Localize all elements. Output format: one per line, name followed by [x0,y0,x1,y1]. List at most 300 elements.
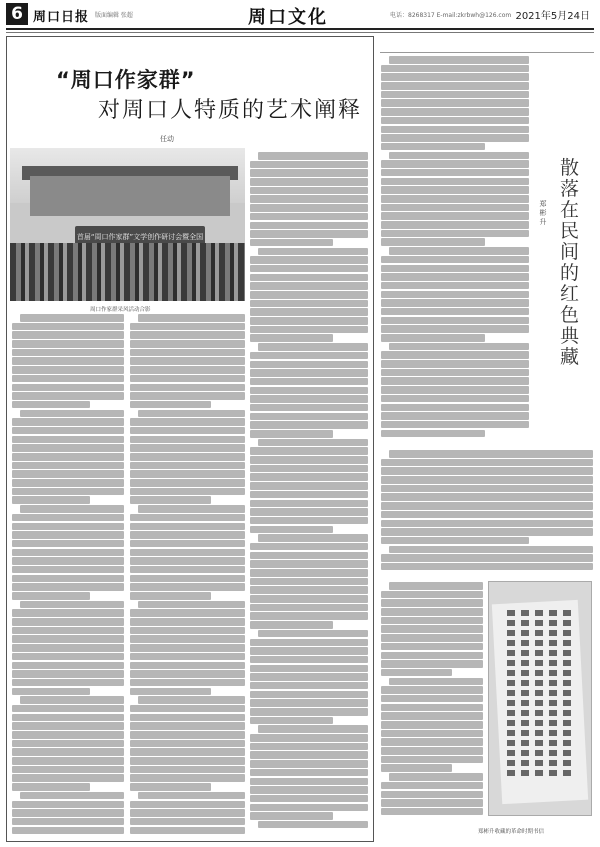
text-line [130,384,245,392]
text-line [130,488,245,496]
text-line [258,534,368,542]
text-line [381,99,529,107]
text-line [130,514,245,522]
editor-credit: 版面编辑 张超 [95,12,133,19]
text-line [250,169,368,177]
text-line [381,291,529,299]
text-line [250,699,368,707]
header-rule-thin [6,32,594,33]
text-line [130,722,245,730]
text-line [12,531,124,539]
right-article-rule [380,52,594,53]
text-line [381,747,483,755]
text-line [250,786,368,794]
text-line [130,662,245,670]
text-line [250,334,333,342]
text-line [381,756,483,764]
text-line [258,248,368,256]
text-line [381,317,529,325]
text-line [381,730,483,738]
text-line [20,410,124,418]
text-line [12,453,124,461]
text-line [12,323,124,331]
text-line [381,704,483,712]
text-line [381,738,483,746]
text-line [381,467,593,475]
right-article-title: 散落在民间的红色典藏 [560,157,580,368]
text-line [250,456,368,464]
text-line [381,634,483,642]
text-line [250,526,333,534]
text-line [130,549,245,557]
text-line [12,488,124,496]
text-line [250,361,368,369]
text-line [20,505,124,513]
text-line [130,801,245,809]
text-line [381,421,529,429]
text-line [250,682,368,690]
text-line [12,496,90,504]
text-line [381,91,529,99]
text-line [250,812,333,820]
text-line [130,557,245,565]
text-line [12,618,124,626]
text-line [381,65,529,73]
text-line [130,479,245,487]
left-body-col3 [250,152,368,836]
text-line [250,552,368,560]
text-line [381,212,529,220]
text-line [130,357,245,365]
text-line [130,462,245,470]
text-line [381,160,529,168]
text-line [381,608,483,616]
text-line [381,386,529,394]
text-line [130,635,245,643]
text-line [12,340,124,348]
text-line [130,731,245,739]
text-line [250,300,368,308]
text-line [250,239,333,247]
text-line [389,152,529,160]
text-line [250,187,368,195]
article-kicker: “周口作家群” [56,68,196,92]
text-line [250,665,368,673]
text-line [250,161,368,169]
text-line [12,331,124,339]
text-line [12,809,124,817]
text-line [381,82,529,90]
text-line [381,178,529,186]
section-title: 周口文化 [248,7,328,28]
text-line [389,56,529,64]
text-line [12,514,124,522]
right-body-top [381,56,529,446]
text-line [381,377,529,385]
right-article-author: 郑彬升 [539,200,547,226]
text-line [250,760,368,768]
text-line [381,493,593,501]
text-line [12,705,124,713]
text-line [381,625,483,633]
text-line [12,653,124,661]
text-line [12,688,90,696]
text-line [12,748,124,756]
text-line [130,453,245,461]
text-line [381,808,483,816]
text-line [12,740,124,748]
text-line [250,717,333,725]
text-line [138,696,245,704]
text-line [250,595,368,603]
text-line [130,375,245,383]
text-line [12,670,124,678]
text-line [130,670,245,678]
text-line [258,343,368,351]
text-line [381,721,483,729]
text-line [381,782,483,790]
text-line [381,360,529,368]
text-line [12,436,124,444]
text-line [12,566,124,574]
text-line [389,450,593,458]
text-line [250,317,368,325]
text-line [12,444,124,452]
text-line [381,108,529,116]
text-line [130,757,245,765]
text-line [130,818,245,826]
text-line [250,708,368,716]
text-line [389,546,593,554]
text-line [130,331,245,339]
text-line [12,635,124,643]
text-line [250,673,368,681]
text-line [138,314,245,322]
newspaper-logo: 周口日报 [33,10,90,25]
page-header [0,0,600,30]
left-body-col2 [130,314,245,836]
text-line [381,282,529,290]
text-line [12,609,124,617]
text-line [130,774,245,782]
text-line [250,517,368,525]
text-line [250,639,368,647]
text-line [250,265,368,273]
text-line [381,502,593,510]
text-line [250,473,368,481]
text-line [250,569,368,577]
text-line [130,366,245,374]
text-line [381,764,452,772]
article-headline: 对周口人特质的艺术阐释 [98,98,363,123]
text-line [250,465,368,473]
text-line [12,540,124,548]
text-line [130,679,245,687]
text-line [381,143,485,151]
text-line [250,222,368,230]
text-line [12,479,124,487]
text-line [250,508,368,516]
text-line [250,282,368,290]
text-line [250,691,368,699]
text-line [130,583,245,591]
text-line [381,195,529,203]
text-line [250,204,368,212]
text-line [381,265,529,273]
text-line [250,404,368,412]
text-line [12,662,124,670]
text-line [250,578,368,586]
text-line [130,540,245,548]
text-line [130,575,245,583]
text-line [381,395,529,403]
text-line [130,688,211,696]
text-line [130,470,245,478]
text-line [130,714,245,722]
text-line [12,818,124,826]
text-line [381,430,485,438]
text-line [20,314,124,322]
text-line [130,401,211,409]
text-line [250,352,368,360]
text-line [381,695,483,703]
text-line [250,256,368,264]
text-line [381,669,452,677]
text-line [381,134,529,142]
text-line [12,801,124,809]
text-line [12,349,124,357]
text-line [381,117,529,125]
contact-info: 电话：8268317 E-mail:zkrbwh@126.com [390,12,512,19]
text-line [12,427,124,435]
text-line [381,308,529,316]
text-line [12,679,124,687]
text-line [250,795,368,803]
text-line [250,769,368,777]
text-line [250,195,368,203]
text-line [130,740,245,748]
text-line [250,395,368,403]
text-line [381,511,593,519]
text-line [250,604,368,612]
text-line [381,476,593,484]
text-line [389,582,483,590]
text-line [381,799,483,807]
text-line [381,230,529,238]
text-line [381,537,529,545]
text-line [250,586,368,594]
text-line [250,500,368,508]
text-line [258,821,368,829]
text-line [258,630,368,638]
text-line [138,601,245,609]
text-line [250,447,368,455]
text-line [12,722,124,730]
text-line [381,73,529,81]
text-line [381,273,529,281]
text-line [381,404,529,412]
text-line [12,401,90,409]
text-line [12,783,90,791]
text-line [12,827,124,835]
text-line [250,804,368,812]
text-line [12,384,124,392]
text-line [130,323,245,331]
text-line [250,230,368,238]
text-line [381,238,485,246]
text-line [250,647,368,655]
text-line [381,186,529,194]
text-line [381,617,483,625]
text-line [12,549,124,557]
text-line [12,644,124,652]
text-line [381,299,529,307]
text-line [381,126,529,134]
text-line [130,827,245,835]
text-line [20,792,124,800]
text-line [250,778,368,786]
text-line [250,326,368,334]
text-line [381,369,529,377]
letter-photo [488,581,592,816]
text-line [130,809,245,817]
text-line [250,308,368,316]
text-line [130,748,245,756]
text-line [130,618,245,626]
text-line [381,459,593,467]
text-line [130,566,245,574]
text-line [381,221,529,229]
text-line [130,783,211,791]
text-line [12,592,90,600]
text-line [250,378,368,386]
photo-banner: 首届“周口作家群”文学创作研讨会暨全国 [75,226,205,248]
text-line [130,436,245,444]
text-line [12,375,124,383]
text-line [130,349,245,357]
text-line [381,591,483,599]
text-line [250,274,368,282]
text-line [250,430,333,438]
text-line [138,792,245,800]
text-line [250,612,368,620]
text-line [250,291,368,299]
text-line [12,392,124,400]
text-line [250,213,368,221]
text-line [258,439,368,447]
text-line [381,520,593,528]
text-line [12,583,124,591]
text-line [130,609,245,617]
photo-caption: 周口作家群采风活动合影 [90,307,151,313]
text-line [130,627,245,635]
left-body-col1 [12,314,124,836]
text-line [381,712,483,720]
text-line [130,766,245,774]
text-line [381,643,483,651]
text-line [20,696,124,704]
text-line [250,387,368,395]
text-line [130,496,211,504]
text-line [381,412,529,420]
text-line [250,734,368,742]
text-line [12,575,124,583]
text-line [250,751,368,759]
text-line [12,731,124,739]
text-line [12,714,124,722]
text-line [381,686,483,694]
text-line [12,357,124,365]
text-line [130,418,245,426]
text-line [258,152,368,160]
text-line [12,523,124,531]
text-line [381,599,483,607]
text-line [389,343,529,351]
text-line [381,334,485,342]
text-line [250,421,368,429]
letter-photo-caption: 郑彬升收藏的革命时期书信 [478,829,545,835]
text-line [250,621,333,629]
text-line [250,560,368,568]
text-line [138,505,245,513]
text-line [381,325,529,333]
text-line [130,427,245,435]
text-line [12,757,124,765]
text-line [250,491,368,499]
text-line [130,531,245,539]
text-line [12,470,124,478]
text-line [250,369,368,377]
text-line [250,413,368,421]
issue-date: 2021年5月24日 [515,11,590,22]
text-line [381,791,483,799]
text-line [381,652,483,660]
text-line [381,528,593,536]
text-line [250,543,368,551]
text-line [381,256,529,264]
text-line [130,392,245,400]
text-line [381,554,593,562]
right-body-bottom [381,450,593,578]
text-line [130,340,245,348]
text-line [130,644,245,652]
text-line [12,774,124,782]
text-line [12,557,124,565]
text-line [381,351,529,359]
text-line [381,169,529,177]
text-line [130,705,245,713]
header-rule [6,28,594,30]
text-line [12,418,124,426]
text-line [389,247,529,255]
text-line [389,773,483,781]
article-byline: 任动 [160,135,174,143]
text-line [138,410,245,418]
text-line [250,178,368,186]
text-line [12,366,124,374]
text-line [381,204,529,212]
text-line [381,563,593,571]
text-line [381,485,593,493]
text-line [12,462,124,470]
text-line [12,766,124,774]
text-line [130,653,245,661]
group-photo [10,148,245,301]
text-line [250,482,368,490]
text-line [12,627,124,635]
text-line [130,444,245,452]
text-line [250,656,368,664]
